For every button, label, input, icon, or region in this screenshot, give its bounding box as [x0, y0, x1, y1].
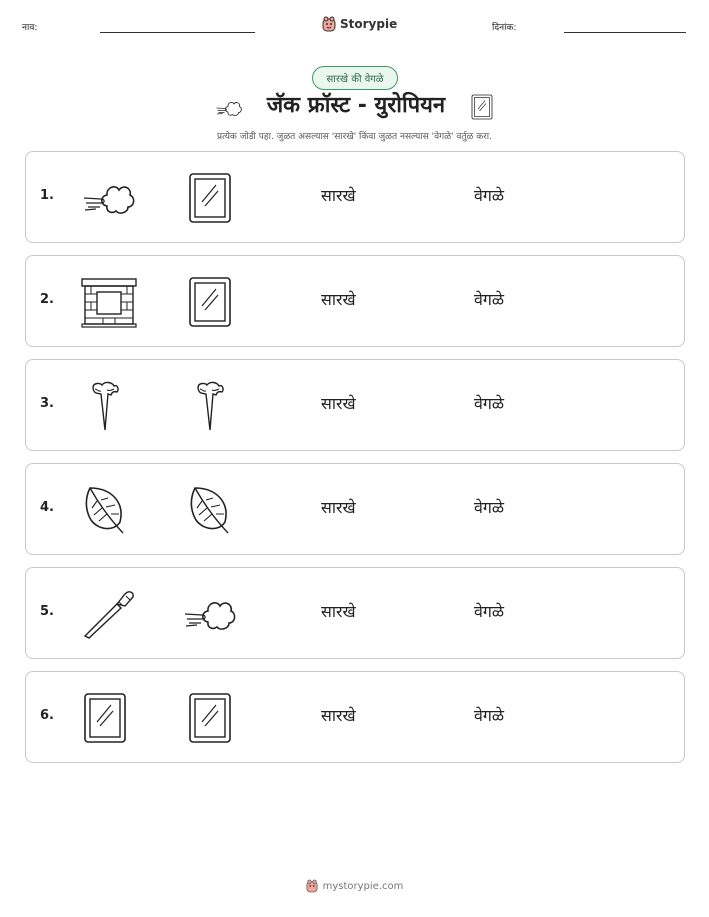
paintbrush-icon: [81, 588, 137, 640]
page-title: जॅक फ्रॉस्ट - युरोपियन: [266, 93, 446, 118]
different-option[interactable]: वेगळे: [474, 498, 505, 517]
question-number: 5.: [40, 604, 54, 619]
icicle-icon: [186, 380, 234, 432]
wind-icon: [214, 95, 244, 121]
question-row: [25, 255, 685, 347]
same-option[interactable]: सारखे: [321, 498, 356, 517]
brand-logo: [322, 14, 397, 34]
same-option[interactable]: सारखे: [321, 394, 356, 413]
leaf-icon: [186, 484, 234, 536]
different-option[interactable]: वेगळे: [474, 290, 505, 309]
storypie-mascot-icon: [322, 16, 336, 32]
mirror-icon: [470, 93, 494, 121]
question-number: 3.: [40, 396, 54, 411]
same-option[interactable]: सारखे: [321, 290, 356, 309]
wind-icon: [182, 588, 238, 640]
instructions: प्रत्येक जोडी पहा. जुळत असल्यास 'सारखे' किंवा जुळत नसल्यास 'वेगळे' वर्तुळ करा.: [216, 132, 492, 142]
leaf-icon: [81, 484, 129, 536]
same-option[interactable]: सारखे: [321, 186, 356, 205]
footer-url: mystorypie.com: [322, 880, 404, 892]
different-option[interactable]: वेगळे: [474, 602, 505, 621]
question-row: [25, 671, 685, 763]
different-option[interactable]: वेगळे: [474, 186, 505, 205]
footer: [0, 879, 709, 893]
icicle-icon: [81, 380, 129, 432]
question-number: 2.: [40, 292, 54, 307]
name-line: [100, 32, 255, 33]
mirror-icon: [186, 692, 234, 744]
wind-icon: [81, 172, 137, 224]
worksheet-header: [0, 14, 709, 38]
mirror-icon: [81, 692, 129, 744]
date-label: दिनांक:: [492, 23, 517, 33]
mirror-icon: [186, 172, 234, 224]
storypie-mascot-icon: [306, 879, 318, 893]
different-option[interactable]: वेगळे: [474, 394, 505, 413]
same-option[interactable]: सारखे: [321, 602, 356, 621]
same-option[interactable]: सारखे: [321, 706, 356, 725]
question-row: [25, 463, 685, 555]
mirror-icon: [186, 276, 234, 328]
question-number: 6.: [40, 708, 54, 723]
different-option[interactable]: वेगळे: [474, 706, 505, 725]
fireplace-icon: [81, 276, 137, 328]
name-label: नाव:: [22, 23, 38, 33]
question-row: [25, 359, 685, 451]
activity-tag: सारखे की वेगळे: [312, 66, 398, 90]
question-row: [25, 151, 685, 243]
question-number: 1.: [40, 188, 54, 203]
brand-name: Storypie: [340, 17, 398, 31]
question-number: 4.: [40, 500, 54, 515]
date-line: [564, 32, 686, 33]
title-row: [0, 92, 709, 122]
question-row: [25, 567, 685, 659]
